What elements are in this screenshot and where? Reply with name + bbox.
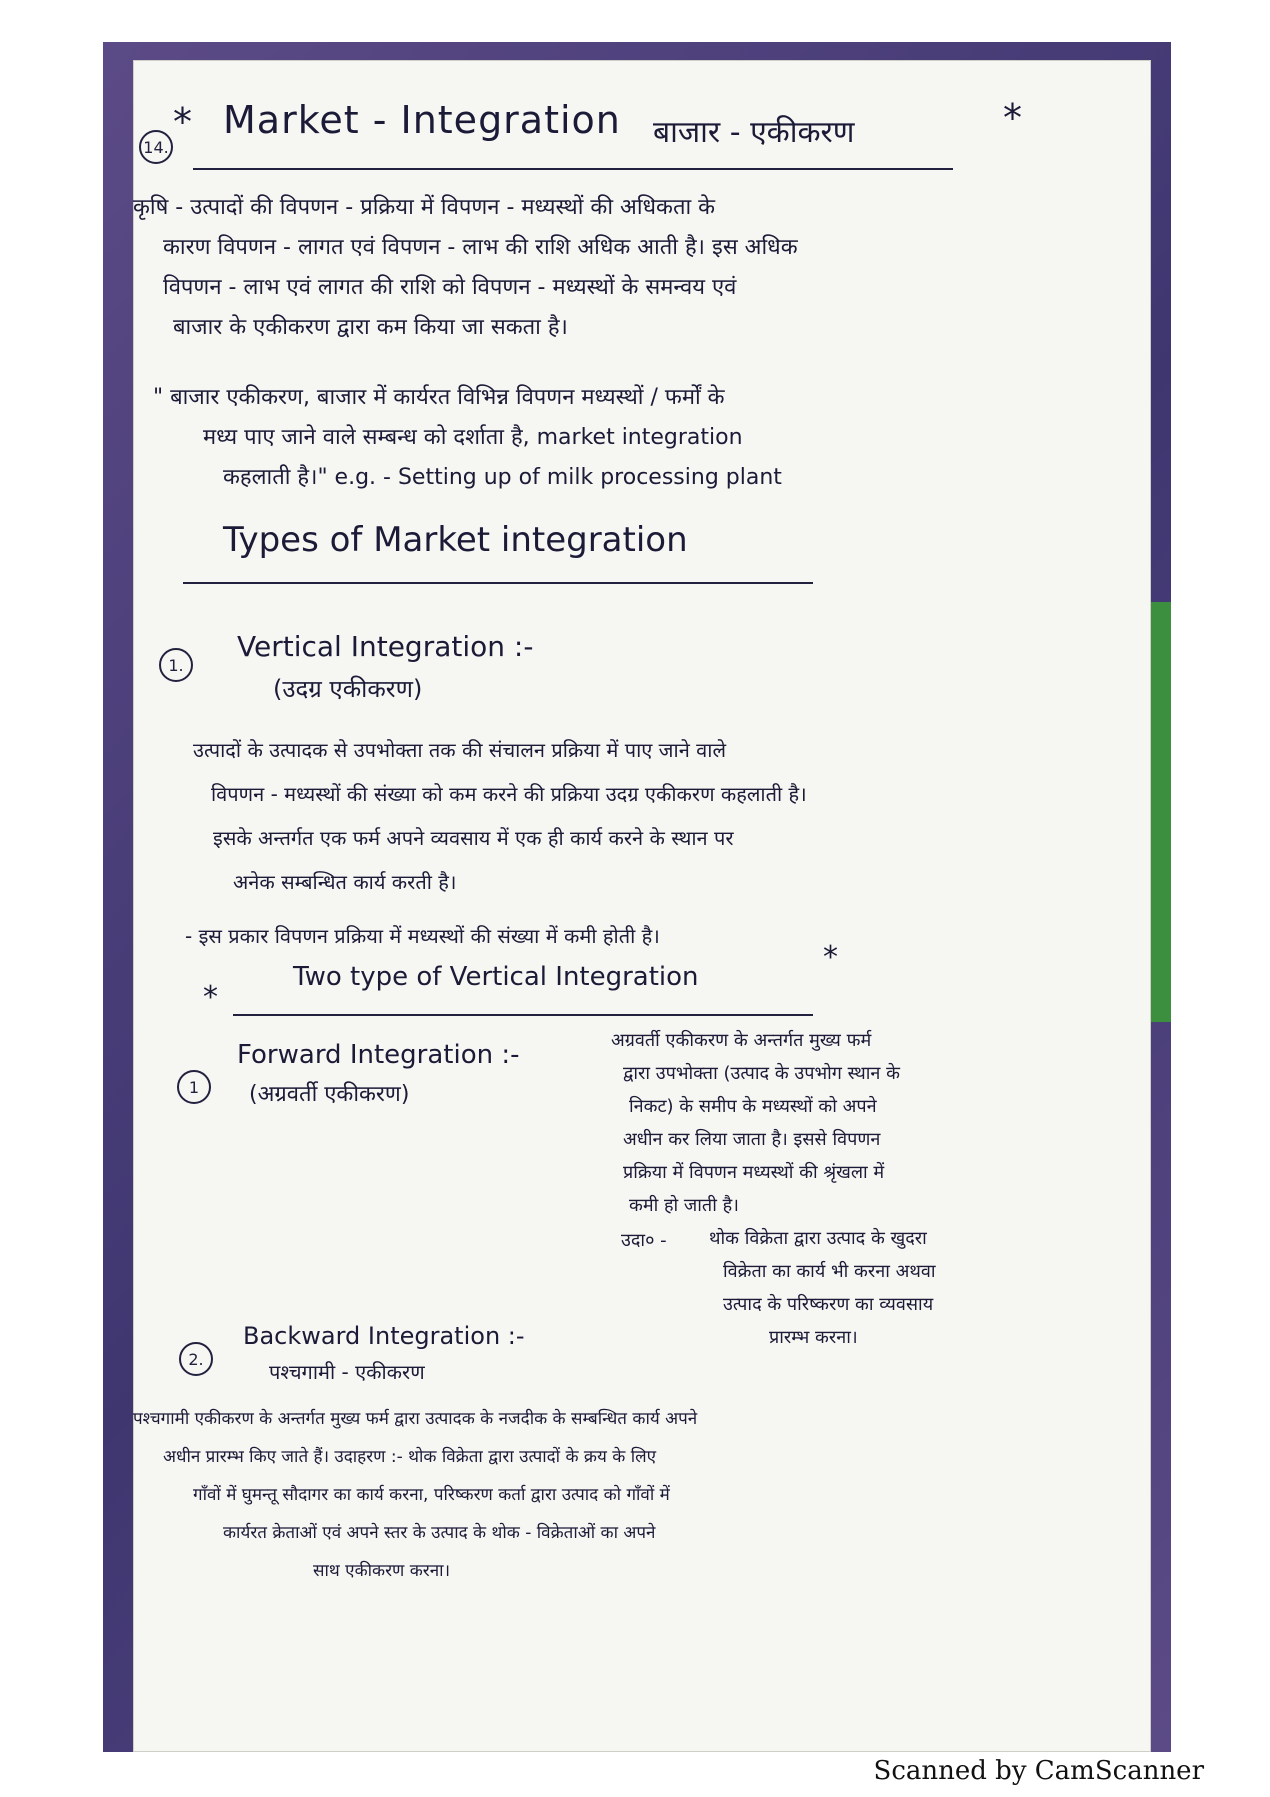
vertical-line-2: विपणन - मध्यस्थों की संख्या को कम करने की प्रक्रिया उदग्र एकीकरण कहलाती है।	[211, 782, 807, 806]
backward-line-5: साथ एकीकरण करना।	[313, 1561, 451, 1581]
two-types-underline	[233, 1014, 813, 1016]
forward-line-3: निकट) के समीप के मध्यस्थों को अपने	[629, 1096, 877, 1117]
definition-line-1: " बाजार एकीकरण, बाजार में कार्यरत विभिन्न विपणन मध्यस्थों / फर्मों के	[153, 385, 725, 410]
vertical-hindi: (उदग्र एकीकरण)	[273, 675, 423, 703]
forward-example-line-3: उत्पाद के परिष्करण का व्यवसाय	[723, 1294, 934, 1315]
intro-line-3: विपणन - लाभ एवं लागत की राशि को विपणन - मध्यस्थों के समन्वय एवं	[163, 275, 737, 300]
forward-line-4: अधीन कर लिया जाता है। इससे विपणन	[623, 1129, 881, 1150]
intro-paragraph	[133, 188, 798, 348]
intro-line-1: कृषि - उत्पादों की विपणन - प्रक्रिया में विपणन - मध्यस्थों की अधिकता के	[133, 195, 716, 220]
definition-paragraph	[153, 378, 782, 498]
definition-line-2: मध्य पाए जाने वाले सम्बन्ध को दर्शाता है, market integration	[203, 425, 743, 450]
forward-line-6: कमी हो जाती है।	[629, 1195, 739, 1216]
forward-title: Forward Integration :-	[237, 1040, 520, 1070]
backward-title: Backward Integration :-	[243, 1322, 525, 1350]
forward-example-line-2: विक्रेता का कार्य भी करना अथवा	[723, 1261, 936, 1282]
heading-english: Market - Integration	[223, 98, 621, 142]
heading-star-left: *	[173, 100, 193, 144]
scanner-watermark: Scanned by CamScanner	[873, 1756, 1204, 1786]
heading-star-right: *	[1003, 96, 1023, 140]
two-types-star-left: *	[203, 980, 218, 1015]
vertical-line-3: इसके अन्तर्गत एक फर्म अपने व्यवसाय में एक ही कार्य करने के स्थान पर	[213, 826, 734, 850]
forward-body	[611, 1024, 900, 1222]
backward-number: 2.	[179, 1342, 213, 1376]
forward-example-line-4: प्रारम्भ करना।	[769, 1327, 858, 1348]
backward-line-4: कार्यरत क्रेताओं एवं अपने स्तर के उत्पाद के थोक - विक्रेताओं का अपने	[223, 1523, 656, 1543]
definition-line-3: कहलाती है।" e.g. - Setting up of milk processing plant	[223, 465, 782, 490]
forward-example-line-1: थोक विक्रेता द्वारा उत्पाद के खुदरा	[709, 1228, 927, 1249]
types-heading: Types of Market integration	[223, 520, 688, 560]
forward-example-label: उदा० -	[621, 1230, 667, 1251]
backward-line-3: गाँवों में घुमन्तू सौदागर का कार्य करना, परिष्करण कर्ता द्वारा उत्पाद को गाँवों में	[193, 1485, 670, 1505]
backward-line-1: पश्चगामी एकीकरण के अन्तर्गत मुख्य फर्म द्वारा उत्पादक के नजदीक के सम्बन्धित कार्य अपने	[133, 1409, 698, 1429]
vertical-body	[193, 728, 807, 904]
forward-example	[709, 1222, 936, 1354]
backward-line-2: अधीन प्रारम्भ किए जाते हैं। उदाहरण :- थोक विक्रेता द्वारा उत्पादों के क्रय के लिए	[163, 1447, 657, 1467]
forward-hindi: (अग्रवर्ती एकीकरण)	[249, 1082, 410, 1107]
heading-underline	[193, 168, 953, 170]
heading-hindi: बाजार - एकीकरण	[653, 115, 855, 150]
intro-line-4: बाजार के एकीकरण द्वारा कम किया जा सकता है।	[173, 315, 568, 340]
vertical-line-1: उत्पादों के उत्पादक से उपभोक्ता तक की संचालन प्रक्रिया में पाए जाने वाले	[193, 738, 727, 762]
vertical-title: Vertical Integration :-	[237, 630, 534, 663]
two-types-title: Two type of Vertical Integration	[293, 962, 699, 992]
notebook-page	[133, 60, 1151, 1752]
backward-hindi: पश्चगामी - एकीकरण	[269, 1360, 425, 1384]
types-underline	[183, 582, 813, 584]
vertical-line-4: अनेक सम्बन्धित कार्य करती है।	[233, 870, 457, 894]
forward-number: 1	[177, 1070, 211, 1104]
two-types-star-right: *	[823, 940, 838, 975]
forward-line-1: अग्रवर्ती एकीकरण के अन्तर्गत मुख्य फर्म	[611, 1030, 872, 1051]
heading-number: 14.	[139, 130, 173, 164]
vertical-note: - इस प्रकार विपणन प्रक्रिया में मध्यस्थों की संख्या में कमी होती है।	[185, 924, 660, 948]
backward-body	[133, 1400, 697, 1590]
scanned-photo	[103, 42, 1171, 1752]
forward-line-2: द्वारा उपभोक्ता (उत्पाद के उपभोग स्थान के	[623, 1063, 900, 1084]
vertical-number: 1.	[159, 648, 193, 682]
forward-line-5: प्रक्रिया में विपणन मध्यस्थों की श्रृंखला में	[623, 1162, 885, 1183]
intro-line-2: कारण विपणन - लागत एवं विपणन - लाभ की राशि अधिक आती है। इस अधिक	[163, 235, 798, 260]
